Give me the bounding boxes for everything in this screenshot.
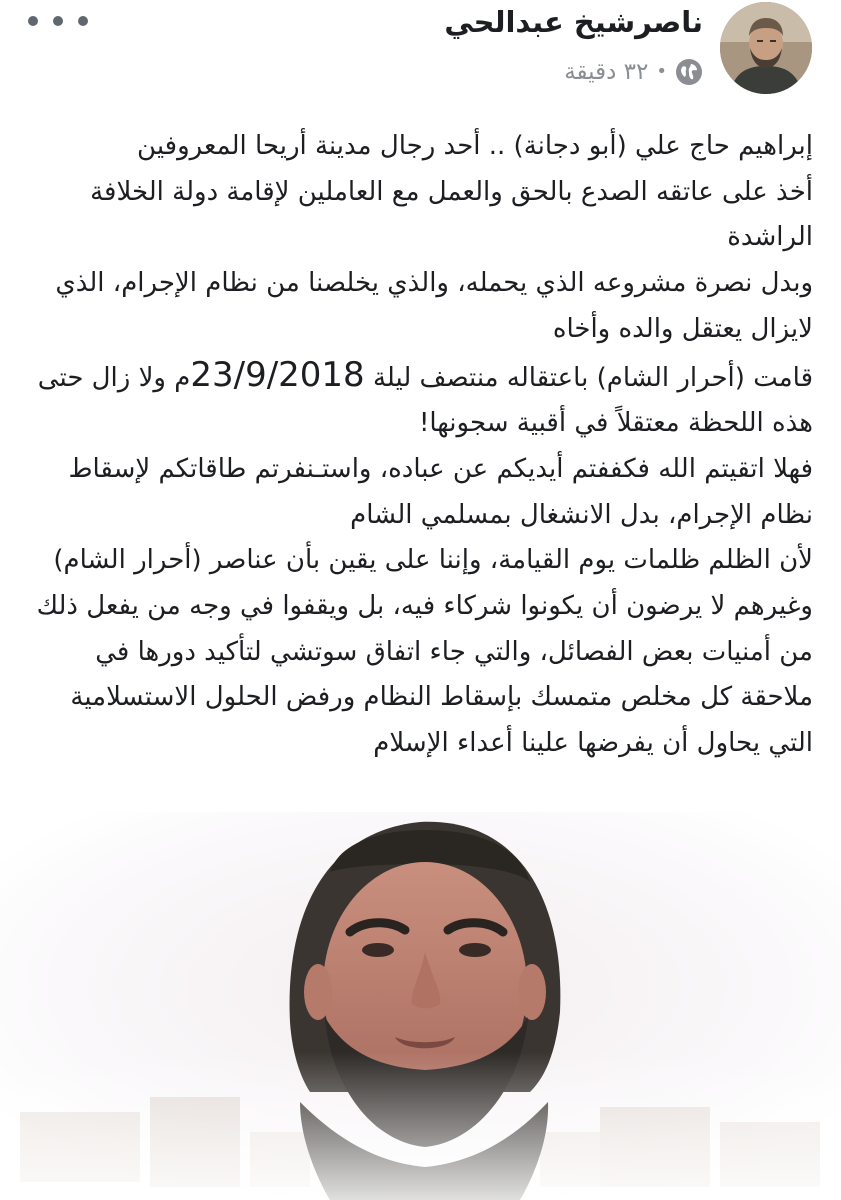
post-photo[interactable] xyxy=(0,812,841,1200)
more-options-button[interactable] xyxy=(28,6,88,36)
post-paragraph: إبراهيم حاج علي (أبو دجانة) .. أحد رجال مدينة أريحا المعروفين xyxy=(137,131,813,161)
author-avatar-image xyxy=(720,2,812,94)
more-dot-icon xyxy=(28,16,38,26)
post-paragraph: لأن الظلم ظلمات يوم القيامة، وإننا على يقين بأن عناصر (أحرار الشام) وغيرهم لا يرضون أن يكونوا شركاء فيه، بل ويقفوا في وجه من يفعل ذلك من أمنيات بعض الفصائل، والتي جاء اتفاق سوتشي لتأكيد دورها في ملاحقة كل مخلص متمسك بإسقاط النظام ورفض الحلول الاستسلامية التي يحاول أن يفرضها علينا أعداء الإسلام xyxy=(36,545,813,759)
post-meta xyxy=(564,56,703,88)
post-header xyxy=(0,0,841,108)
author-avatar[interactable] xyxy=(720,2,812,94)
author-name[interactable]: ناصرشيخ عبدالحي xyxy=(444,5,703,39)
arrest-text-before: قامت (أحرار الشام) باعتقاله منتصف ليلة xyxy=(364,362,813,393)
post-paragraph: فهلا اتقيتم الله فكففتم أيديكم عن عباده، واستـنفرتم طاقاتكم لإسقاط نظام الإجرام، بدل الانشغال بمسلمي الشام xyxy=(68,453,813,530)
post-body xyxy=(23,124,813,767)
post-paragraph: أخذ على عاتقه الصدع بالحق والعمل مع العاملين لإقامة دولة الخلافة الراشدة xyxy=(90,176,813,253)
arrest-date: 23/9/2018 xyxy=(190,354,365,395)
globe-icon[interactable] xyxy=(675,58,703,86)
post-time[interactable]: ٣٢ دقيقة xyxy=(564,59,649,85)
post-paragraph-arrest xyxy=(23,353,813,447)
post-paragraph: وبدل نصرة مشروعه الذي يحمله، والذي يخلصنا من نظام الإجرام، الذي لايزال يعتقل والده وأخاه xyxy=(55,268,813,344)
more-dot-icon xyxy=(78,16,88,26)
post-photo-image xyxy=(0,812,841,1200)
more-dot-icon xyxy=(53,16,63,26)
meta-separator: • xyxy=(656,61,667,82)
arrest-text-after: م ولا زال حتى هذه اللحظة معتقلاً في أقبية سجونها! xyxy=(37,362,813,439)
